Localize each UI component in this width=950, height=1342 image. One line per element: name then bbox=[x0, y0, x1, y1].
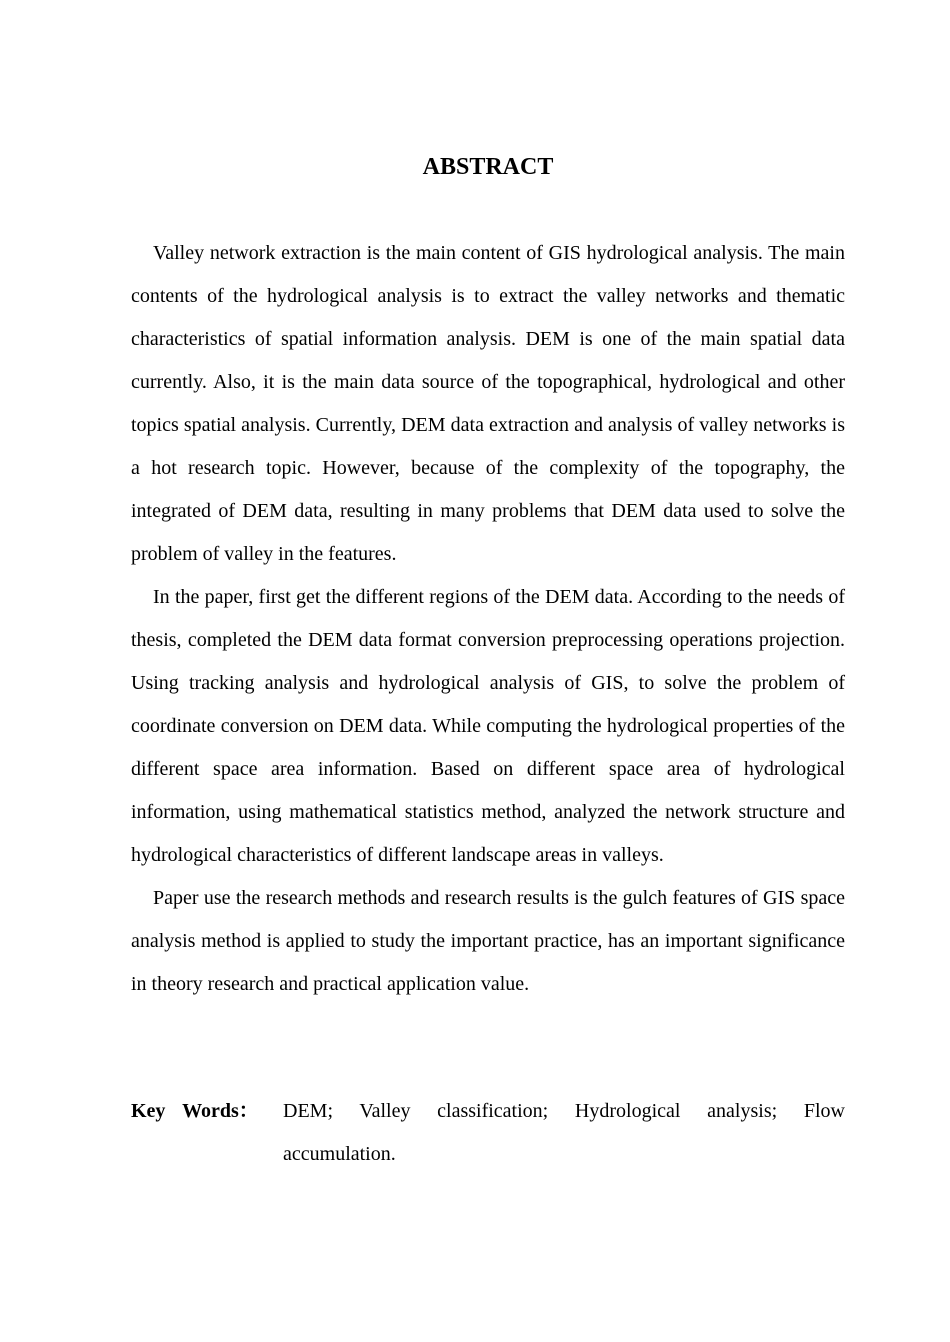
keywords-text: DEM; Valley classification; Hydrological analysis; Flow accumulation. bbox=[283, 1100, 845, 1165]
abstract-paragraph-3: Paper use the research methods and research results is the gulch features of GIS space analysis method is applied to study the important practice, has an important significance in theory research and practical application value. bbox=[131, 887, 845, 995]
keywords-section bbox=[131, 1090, 845, 1176]
abstract-title: ABSTRACT bbox=[422, 154, 554, 180]
keywords-label: Key Words： bbox=[131, 1100, 259, 1122]
abstract-body bbox=[131, 232, 845, 1006]
abstract-paragraph-1: Valley network extraction is the main content of GIS hydrological analysis. The main contents of the hydrological analysis is to extract the valley networks and thematic characteristics of spatial information analysis. DEM is one of the main spatial data currently. Also, it is the main data source of the topographical, hydrological and other topics spatial analysis. Currently, DEM data extraction and analysis of valley networks is a hot research topic. However, because of the complexity of the topography, the integrated of DEM data, resulting in many problems that DEM data used to solve the problem of valley in the features. bbox=[131, 242, 845, 565]
abstract-paragraph-2: In the paper, first get the different regions of the DEM data. According to the needs of thesis, completed the DEM data format conversion preprocessing operations projection. Using tracking analysis and hydrological analysis of GIS, to solve the problem of coordinate conversion on DEM data. While computing the hydrological properties of the different space area information. Based on different space area of hydrological information, using mathematical statistics method, analyzed the network structure and hydrological characteristics of different landscape areas in valleys. bbox=[131, 586, 845, 866]
